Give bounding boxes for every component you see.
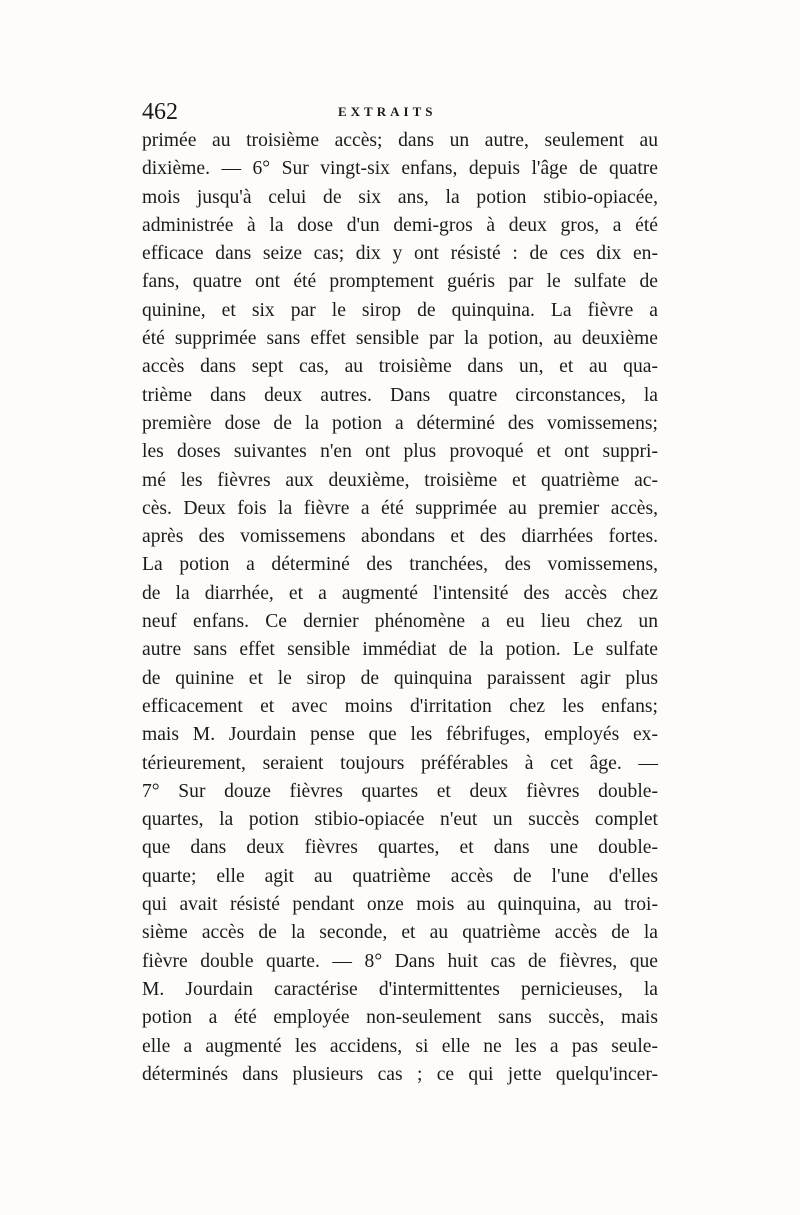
text-line: fièvre double quarte. — 8° Dans huit cas de fièvres, que [142,950,658,972]
text-line: quinine, et six par le sirop de quinquina. La fièvre a [142,299,658,321]
text-line: potion a été employée non-seulement sans succès, mais [142,1007,658,1029]
text-line: de quinine et le sirop de quinquina paraissent agir plus [142,667,658,689]
text-line: fans, quatre ont été promptement guéris par le sulfate de [142,271,658,293]
text-line: 7° Sur douze fièvres quartes et deux fièvres double- [142,780,658,802]
text-line: efficacement et avec moins d'irritation chez les enfans; [142,695,658,717]
text-line: après des vomissemens abondans et des diarrhées fortes. [142,526,658,548]
text-line: sième accès de la seconde, et au quatrième accès de la [142,922,658,944]
page-number: 462 [142,99,178,125]
text-line: de la diarrhée, et a augmenté l'intensité des accès chez [142,582,658,604]
text-line: primée au troisième accès; dans un autre, seulement au [142,130,658,151]
text-line: La potion a déterminé des tranchées, des vomissemens, [142,554,658,576]
text-line: mé les fièvres aux deuxième, troisième et quatrième ac- [142,469,658,491]
text-line: quarte; elle agit au quatrième accès de l'une d'elles [142,865,658,887]
text-line: administrée à la dose d'un demi-gros à deux gros, a été [142,214,658,236]
text-line: première dose de la potion a déterminé des vomissemens; [142,412,658,434]
text-line: accès dans sept cas, au troisième dans un, et au qua- [142,356,658,378]
text-line: quartes, la potion stibio-opiacée n'eut un succès complet [142,809,658,831]
text-line: été supprimée sans effet sensible par la potion, au deuxième [142,328,658,350]
text-line: que dans deux fièvres quartes, et dans une double- [142,837,658,859]
text-line: térieurement, seraient toujours préférables à cet âge. — [142,752,658,774]
text-line: elle a augmenté les accidens, si elle ne les a pas seule- [142,1035,658,1057]
body-text [142,127,658,1089]
text-line: M. Jourdain caractérise d'intermittentes pernicieuses, la [142,978,658,1000]
running-head: EXTRAITS [338,104,437,119]
text-line: mais M. Jourdain pense que les fébrifuges, employés ex- [142,724,658,746]
text-line: neuf enfans. Ce dernier phénomène a eu lieu chez un [142,611,658,633]
text-line: mois jusqu'à celui de six ans, la potion stibio-opiacée, [142,186,658,208]
text-line: autre sans effet sensible immédiat de la potion. Le sulfate [142,639,658,661]
text-line: qui avait résisté pendant onze mois au quinquina, au troi- [142,894,658,916]
text-line: trième dans deux autres. Dans quatre circonstances, la [142,384,658,406]
text-line: déterminés dans plusieurs cas ; ce qui jette quelqu'incer- [142,1063,658,1085]
text-line: dixième. — 6° Sur vingt-six enfans, depuis l'âge de quatre [142,158,658,180]
text-line: cès. Deux fois la fièvre a été supprimée au premier accès, [142,497,658,519]
text-line: efficace dans seize cas; dix y ont résisté : de ces dix en- [142,243,658,265]
page-header [142,97,658,127]
text-line: les doses suivantes n'en ont plus provoqué et ont suppri- [142,441,658,463]
